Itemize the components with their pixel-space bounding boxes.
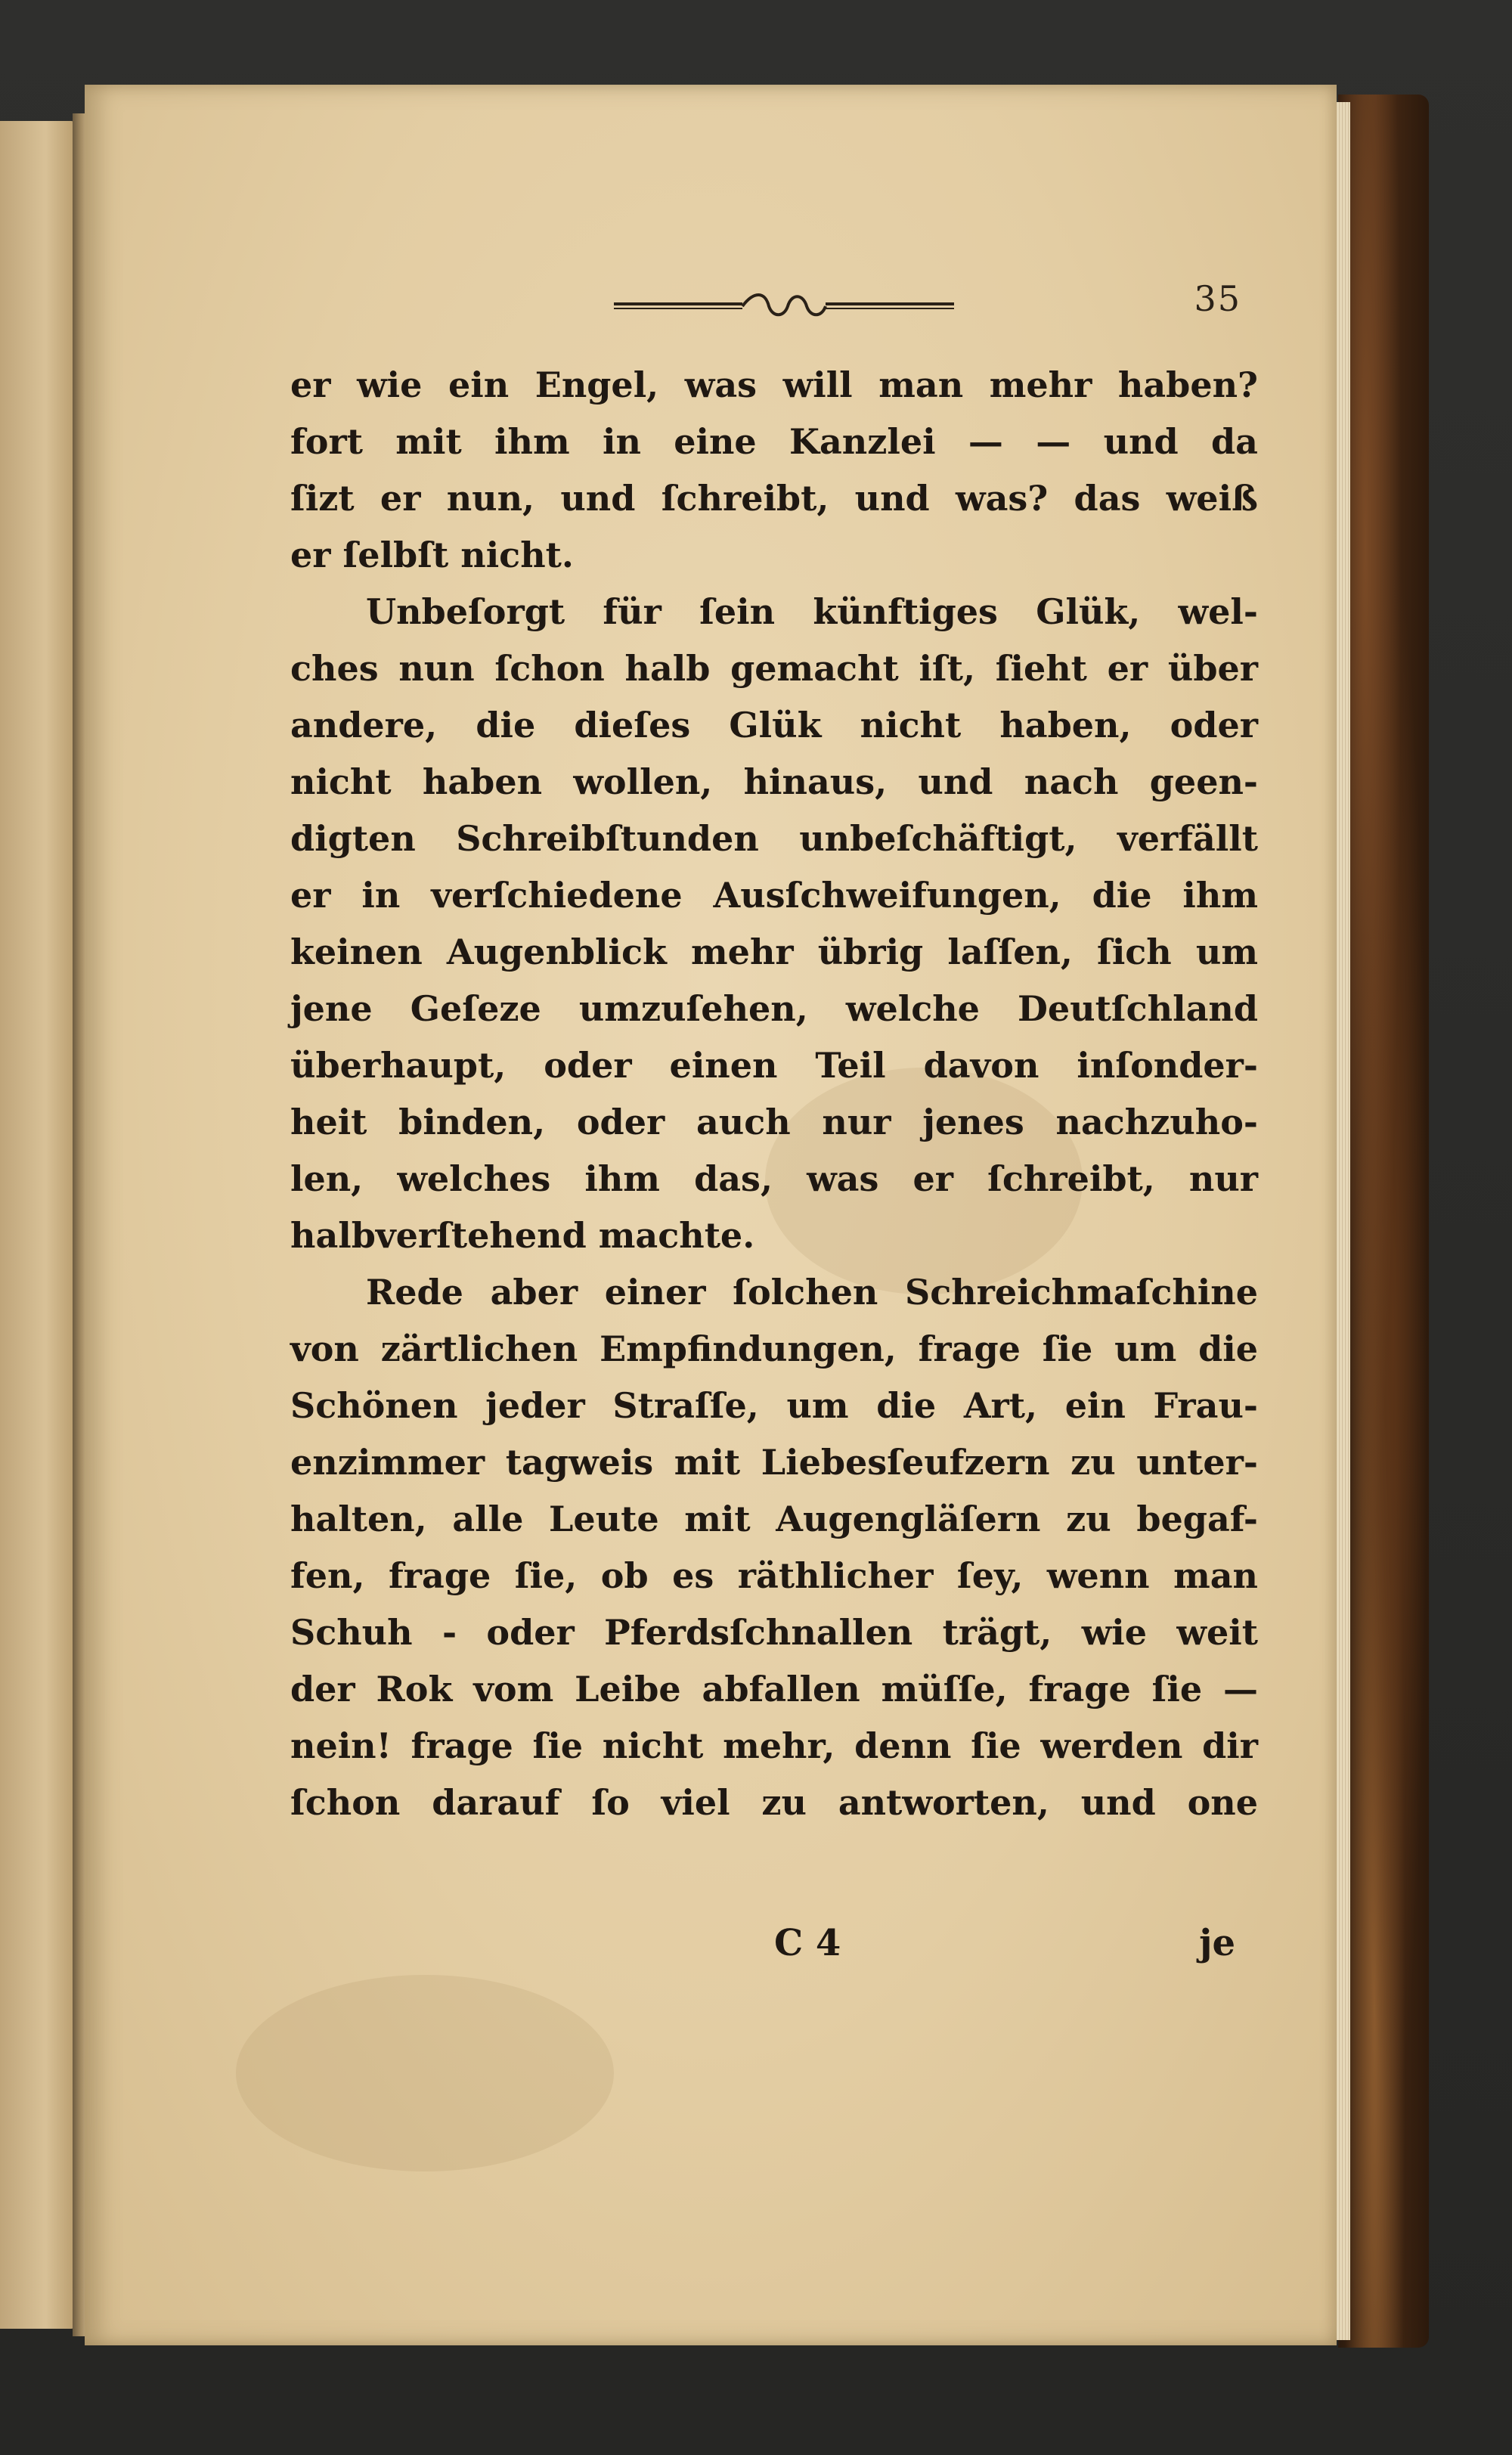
page-header (289, 274, 1241, 342)
body-text (290, 357, 1258, 1831)
page-number: 35 (1194, 278, 1241, 319)
text-line: er wie ein Engel, was will man mehr haben? (290, 364, 1258, 405)
text-line: nein! frage ſie nicht mehr, denn ſie werden dir (290, 1725, 1258, 1766)
catchword: je (1199, 1922, 1235, 1964)
book-cover (1338, 95, 1429, 2348)
text-line: Schuh - oder Pferdsſchnallen trägt, wie weit (290, 1612, 1258, 1653)
text-line: enzimmer tagweis mit Liebesſeufzern zu unter- (290, 1442, 1258, 1483)
text-line: er ſelbſt nicht. (290, 535, 574, 575)
text-line: fort mit ihm in eine Kanzlei — — und da (290, 421, 1258, 462)
text-line: halten, alle Leute mit Augengläſern zu begaf- (290, 1499, 1258, 1539)
text-line: len, welches ihm das, was er ſchreibt, nur (290, 1158, 1258, 1199)
text-line: digten Schreibſtunden unbeſchäftigt, verfällt (290, 818, 1258, 859)
text-line: Rede aber einer ſolchen Schreichmaſchine (366, 1272, 1258, 1313)
text-line: heit binden, oder auch nur jenes nachzuho- (290, 1102, 1258, 1142)
book-page (85, 85, 1337, 2345)
text-line: ſchon darauf ſo viel zu antworten, und one (290, 1782, 1258, 1823)
text-line: überhaupt, oder einen Teil davon inſonder- (290, 1045, 1258, 1086)
text-line: fen, frage ſie, ob es räthlicher ſey, wenn man (290, 1555, 1258, 1596)
ornament-rule-icon (614, 287, 954, 318)
text-line: Schönen jeder Straſſe, um die Art, ein Frau- (290, 1385, 1258, 1426)
text-line: Unbeſorgt für ſein künftiges Glük, wel- (366, 591, 1258, 632)
text-line: nicht haben wollen, hinaus, und nach geen- (290, 761, 1258, 802)
text-line: keinen Augenblick mehr übrig laſſen, ſich um (290, 931, 1258, 972)
paper-stain (236, 1975, 614, 2171)
previous-page-edge (0, 121, 76, 2329)
page-footer (290, 1922, 1258, 1982)
text-line: er in verſchiedene Ausſchweifungen, die ihm (290, 875, 1258, 916)
text-line: ſizt er nun, und ſchreibt, und was? das weiß (290, 478, 1258, 519)
text-line: von zärtlichen Empfindungen, frage ſie um die (290, 1328, 1258, 1369)
text-line: andere, die dieſes Glük nicht haben, oder (290, 705, 1258, 745)
text-line: halbverſtehend machte. (290, 1215, 755, 1256)
text-line: ches nun ſchon halb gemacht iſt, ſieht er über (290, 648, 1258, 689)
text-line: der Rok vom Leibe abfallen müſſe, frage ſie — (290, 1669, 1258, 1710)
text-line: jene Geſeze umzuſehen, welche Deutſchland (290, 988, 1258, 1029)
signature-mark: C 4 (774, 1922, 841, 1964)
